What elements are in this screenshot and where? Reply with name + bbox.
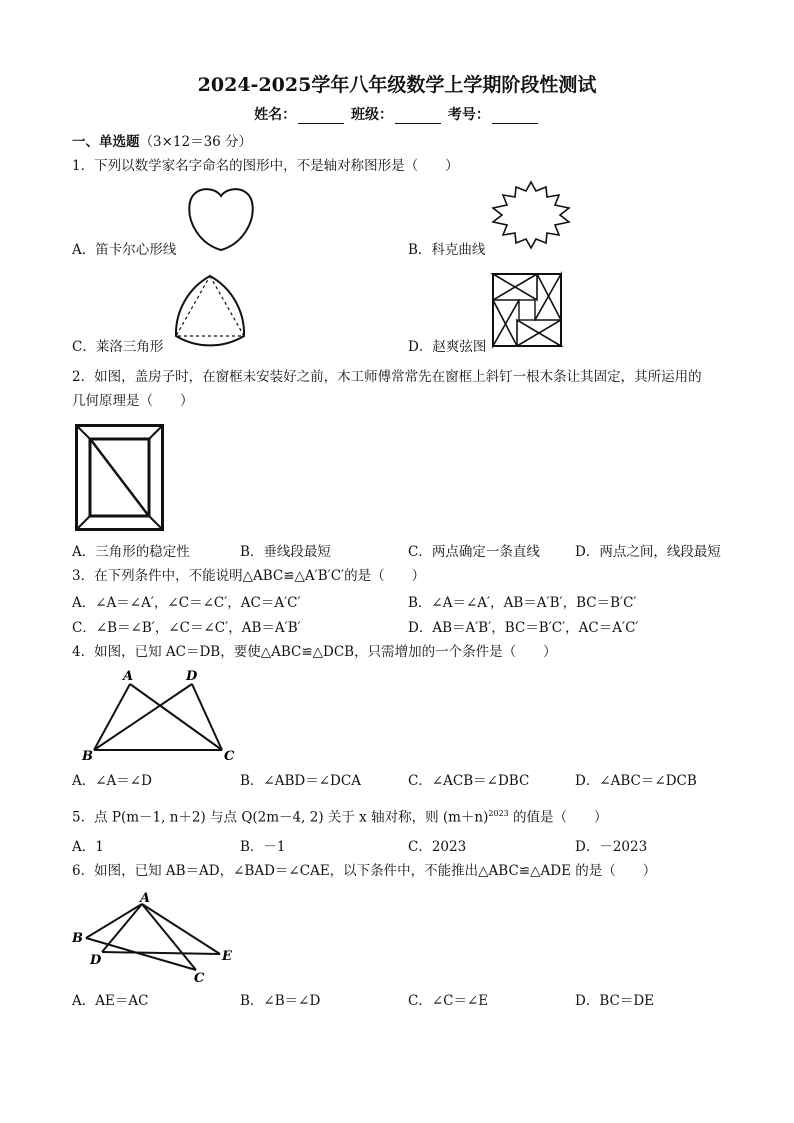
- q6-option-c[interactable]: C．∠C＝∠E: [408, 993, 489, 1009]
- q4-option-a[interactable]: A．∠A＝∠D: [72, 773, 152, 789]
- q5-stem: [72, 805, 608, 827]
- section-heading: [72, 133, 252, 151]
- q1-option-b[interactable]: B．科克曲线: [408, 242, 486, 258]
- name-label: 姓名：: [254, 107, 297, 123]
- section-score: （3×12＝36 分）: [139, 134, 253, 150]
- q4-option-b[interactable]: B．∠ABD＝∠DCA: [240, 773, 361, 789]
- page-title: 2024-2025学年八年级数学上学期阶段性测试: [197, 74, 597, 96]
- q2-option-d[interactable]: D．两点之间，线段最短: [575, 544, 721, 560]
- name-blank[interactable]: [298, 109, 344, 124]
- q1-option-d[interactable]: D．赵爽弦图: [408, 339, 487, 355]
- q6-label-e: E: [222, 949, 232, 964]
- q6-label-d: D: [90, 953, 102, 968]
- q1-option-a[interactable]: A．笛卡尔心形线: [72, 242, 177, 258]
- cardioid-figure: [186, 184, 256, 254]
- q2-stem-line2: 几何原理是（ ）: [72, 393, 194, 409]
- q6-option-a[interactable]: A．AE＝AC: [72, 993, 149, 1009]
- koch-curve-figure: [489, 180, 573, 250]
- id-blank[interactable]: [492, 109, 538, 124]
- q2-option-c[interactable]: C．两点确定一条直线: [408, 544, 540, 560]
- student-info-line: [0, 104, 794, 124]
- q5-option-d[interactable]: D．－2023: [575, 839, 648, 855]
- section-title: 一、单选题: [72, 134, 140, 150]
- q6-option-d[interactable]: D．BC＝DE: [575, 993, 655, 1009]
- window-frame-figure: [75, 424, 165, 532]
- q5-stem-main: 5．点 P(m－1, n＋2) 与点 Q(2m－4, 2) 关于 x 轴对称，则 (m＋n): [72, 809, 489, 826]
- reuleaux-triangle-figure: [172, 272, 248, 342]
- q2-stem-line1: 2．如图，盖房子时，在窗框未安装好之前，木工师傅常常先在窗框上斜钉一根木条让其固定，其所运用的: [72, 369, 702, 385]
- class-blank[interactable]: [395, 109, 441, 124]
- q5-option-b[interactable]: B．－1: [240, 839, 286, 855]
- q6-triangle-figure: [70, 892, 250, 984]
- q3-option-c[interactable]: C．∠B＝∠B′，∠C＝∠C′，AB＝A′B′: [72, 620, 301, 636]
- q6-label-c: C: [194, 971, 205, 986]
- q3-option-b[interactable]: B．∠A＝∠A′，AB＝A′B′，BC＝B′C′: [408, 595, 637, 611]
- class-label: 班级：: [351, 107, 393, 123]
- q4-label-a: A: [123, 669, 134, 684]
- q1-stem: 1．下列以数学家名字命名的图形中，不是轴对称图形是（ ）: [72, 158, 459, 174]
- q5-option-c[interactable]: C．2023: [408, 839, 467, 855]
- q4-triangle-figure: [78, 668, 248, 768]
- q2-option-a[interactable]: A．三角形的稳定性: [72, 544, 190, 560]
- zhao-shuang-diagram: [491, 272, 563, 348]
- q3-option-a[interactable]: A．∠A＝∠A′，∠C＝∠C′，AC＝A′C′: [72, 595, 301, 611]
- q5-exponent: 2023: [488, 809, 509, 818]
- q4-label-b: B: [82, 749, 93, 764]
- q3-stem: 3．在下列条件中，不能说明△ABC≌△A′B′C′的是（ ）: [72, 568, 426, 584]
- q3-option-d[interactable]: D．AB＝A′B′，BC＝B′C′，AC＝A′C′: [408, 620, 639, 636]
- q6-stem: 6．如图，已知 AB＝AD，∠BAD＝∠CAE，以下条件中，不能推出△ABC≌△ADE 的是（ ）: [72, 863, 657, 879]
- q6-label-a: A: [140, 891, 151, 906]
- q4-label-c: C: [224, 749, 235, 764]
- q6-label-b: B: [72, 931, 83, 946]
- q4-stem: 4．如图，已知 AC＝DB，要使△ABC≌△DCB，只需增加的一个条件是（ ）: [72, 644, 557, 660]
- q1-option-c[interactable]: C．莱洛三角形: [72, 339, 164, 355]
- q5-stem-tail: 的值是（ ）: [508, 809, 608, 826]
- q4-label-d: D: [186, 669, 198, 684]
- id-label: 考号：: [447, 107, 490, 123]
- q6-option-b[interactable]: B．∠B＝∠D: [240, 993, 321, 1009]
- q4-option-c[interactable]: C．∠ACB＝∠DBC: [408, 773, 530, 789]
- q5-option-a[interactable]: A．1: [72, 839, 104, 855]
- q2-option-b[interactable]: B．垂线段最短: [240, 544, 331, 560]
- q4-option-d[interactable]: D．∠ABC＝∠DCB: [575, 773, 697, 789]
